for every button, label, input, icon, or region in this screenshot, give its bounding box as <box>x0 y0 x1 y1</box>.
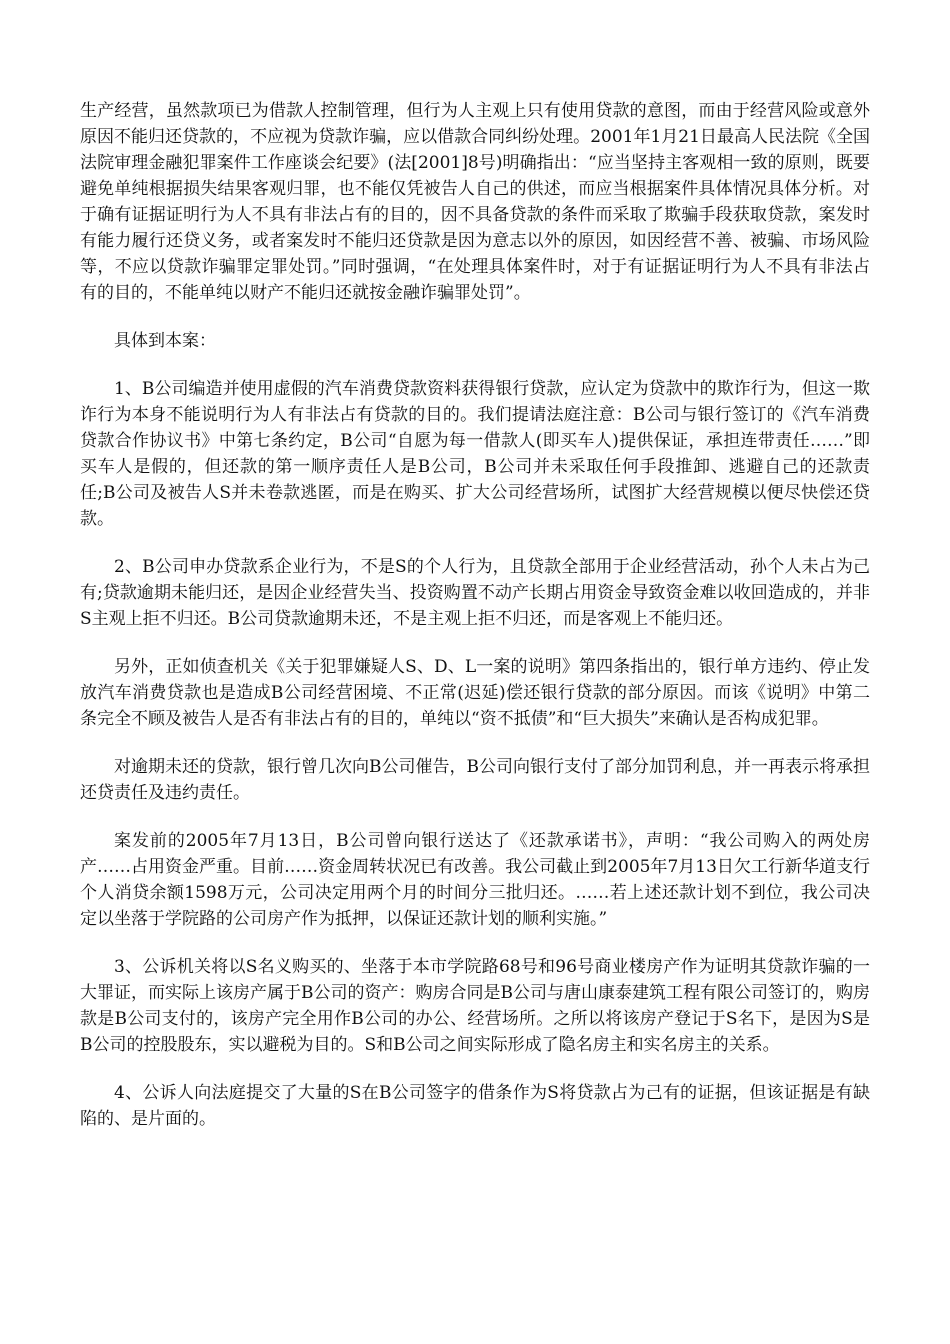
paragraph-additional: 另外，正如侦查机关《关于犯罪嫌疑人S、D、L一案的说明》第四条指出的，银行单方违约、停止发放汽车消费贷款也是造成B公司经营困境、不正常(迟延)偿还银行贷款的部分原因。而该《说明》中第二条完全不顾及被告人是否有非法占有的目的，单纯以“资不抵债”和“巨大损失”来确认是否构成犯罪。 <box>80 657 870 729</box>
paragraph-point-1: 1、B公司编造并使用虚假的汽车消费贷款资料获得银行贷款，应认定为贷款中的欺诈行为，但这一欺诈行为本身不能说明行为人有非法占有贷款的目的。我们提请法庭注意：B公司与银行签订的《汽车消费贷款合作协议书》中第七条约定，B公司“自愿为每一借款人(即买车人)提供保证，承担连带责任……”即买车人是假的，但还款的第一顺序责任人是B公司，B公司并未采取任何手段推卸、逃避自己的还款责任;B公司及被告人S并未卷款逃匿，而是在购买、扩大公司经营场所，试图扩大经营规模以便尽快偿还贷款。 <box>80 379 870 529</box>
paragraph-point-4: 4、公诉人向法庭提交了大量的S在B公司签字的借条作为S将贷款占为己有的证据，但该证据是有缺陷的、是片面的。 <box>80 1083 870 1129</box>
paragraph-continuation: 生产经营，虽然款项已为借款人控制管理，但行为人主观上只有使用贷款的意图，而由于经营风险或意外原因不能归还贷款的，不应视为贷款诈骗，应以借款合同纠纷处理。2001年1月21日最高人民法院《全国法院审理金融犯罪案件工作座谈会纪要》(法[2001]8号)明确指出：“应当坚持主客观相一致的原则，既要避免单纯根据损失结果客观归罪，也不能仅凭被告人自己的供述，而应当根据案件具体情况具体分析。对于确有证据证明行为人不具有非法占有的目的，因不具备贷款的条件而采取了欺骗手段获取贷款，案发时有能力履行还贷义务，或者案发时不能归还贷款是因为意志以外的原因，如因经营不善、被骗、市场风险等，不应以贷款诈骗罪定罪处罚。”同时强调，“在处理具体案件时，对于有证据证明行为人不具有非法占有的目的，不能单纯以财产不能归还就按金融诈骗罪处罚”。 <box>80 101 870 303</box>
paragraph-case-intro: 具体到本案： <box>114 331 216 351</box>
paragraph-overdue: 对逾期未还的贷款，银行曾几次向B公司催告，B公司向银行支付了部分加罚利息，并一再表示将承担还贷责任及违约责任。 <box>80 757 870 803</box>
paragraph-repayment-promise: 案发前的2005年7月13日，B公司曾向银行送达了《还款承诺书》，声明：“我公司购入的两处房产……占用资金严重。目前……资金周转状况已有改善。我公司截止到2005年7月13日欠工行新华道支行个人消贷余额1598万元，公司决定用两个月的时间分三批归还。……若上述还款计划不到位，我公司决定以坐落于学院路的公司房产作为抵押，以保证还款计划的顺利实施。” <box>80 831 870 929</box>
paragraph-point-3: 3、公诉机关将以S名义购买的、坐落于本市学院路68号和96号商业楼房产作为证明其贷款诈骗的一大罪证，而实际上该房产属于B公司的资产：购房合同是B公司与唐山康泰建筑工程有限公司签订的，购房款是B公司支付的，该房产完全用作B公司的办公、经营场所。之所以将该房产登记于S名下，是因为S是B公司的控股股东，实以避税为目的。S和B公司之间实际形成了隐名房主和实名房主的关系。 <box>80 957 870 1055</box>
paragraph-point-2: 2、B公司申办贷款系企业行为，不是S的个人行为，且贷款全部用于企业经营活动，孙个人未占为己有;贷款逾期未能归还，是因企业经营失当、投资购置不动产长期占用资金导致资金难以收回造成的，并非S主观上拒不归还。B公司贷款逾期未还，不是主观上拒不归还，而是客观上不能归还。 <box>80 557 870 629</box>
